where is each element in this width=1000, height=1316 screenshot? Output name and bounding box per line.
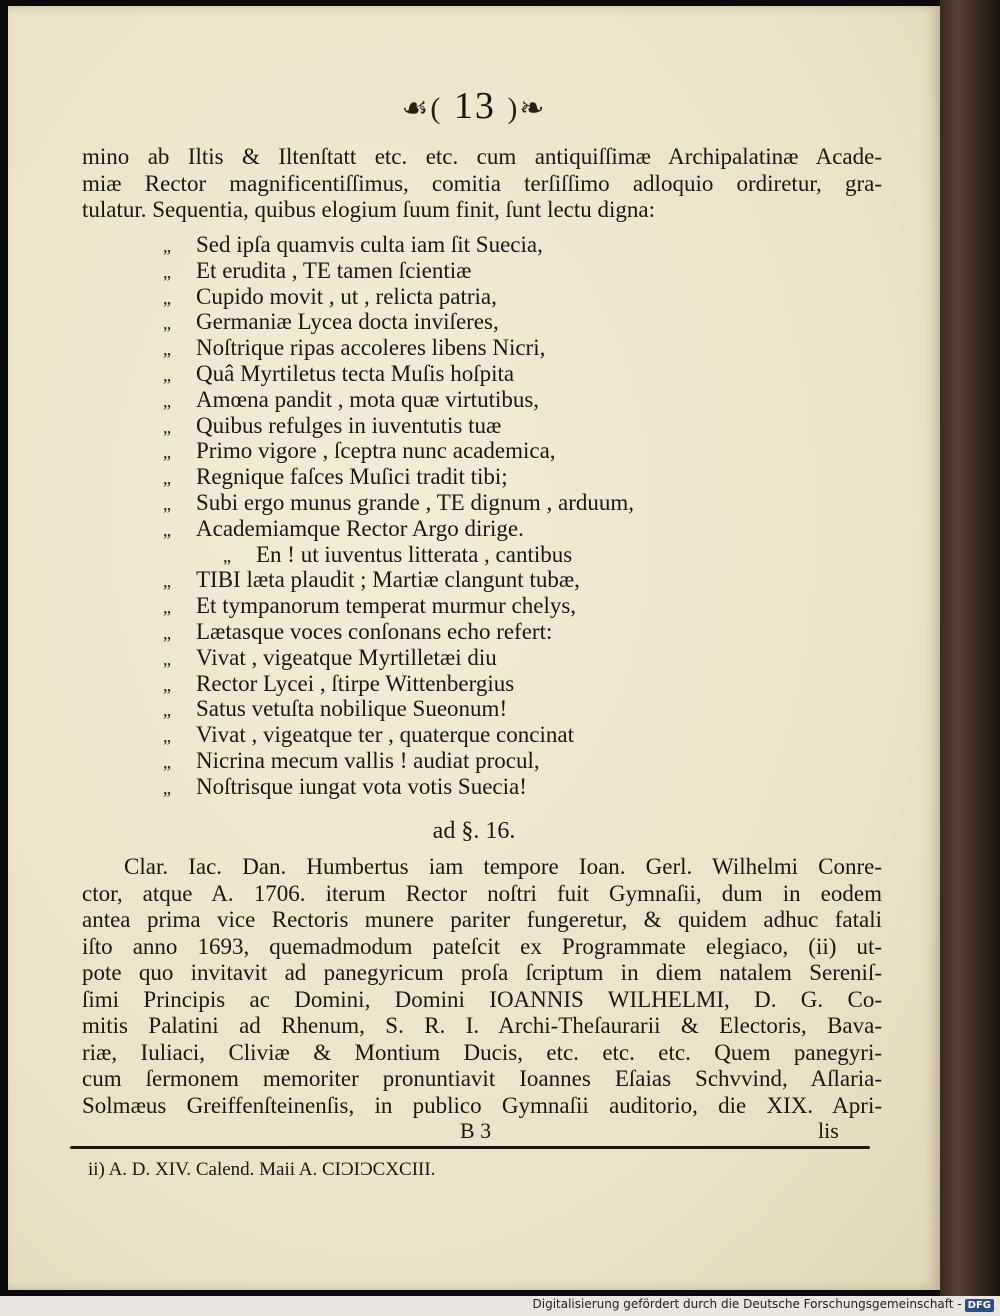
credit-text: Digitalisierung gefördert durch die Deutsche Forschungsgemeinschaft - bbox=[532, 1297, 962, 1311]
quote-mark: „ bbox=[163, 751, 171, 772]
intro-line: miæ Rector magnificentiſſimus, comitia terſiſſimo adloquio ordiretur, gra- bbox=[82, 170, 882, 196]
quote-mark: „ bbox=[163, 622, 171, 643]
signature-mark: B 3 bbox=[460, 1118, 492, 1143]
page-number: 13 bbox=[453, 85, 496, 127]
quote-mark: „ bbox=[163, 339, 171, 360]
para-line: mitis Palatini ad Rhenum, S. R. I. Archi-Theſaurarii & Electoris, Bava- bbox=[82, 1013, 882, 1038]
section-heading: ad §. 16. bbox=[432, 818, 516, 844]
poem-line: „ Regnique faſces Muſici tradit tibi; bbox=[163, 464, 863, 490]
poem-line: „ Sed ipſa quamvis culta iam ſit Suecia, bbox=[163, 232, 863, 258]
book-spine bbox=[940, 0, 1000, 1296]
poem-line: „ En ! ut iuventus litterata , cantibus bbox=[163, 542, 863, 568]
poem-line: „ Rector Lycei , ſtirpe Wittenbergius bbox=[163, 671, 863, 697]
para-line: riæ, Iuliaci, Cliviæ & Montium Ducis, etc. etc. etc. Quem panegyri- bbox=[82, 1039, 882, 1065]
poem-line: „ Nicrina mecum vallis ! audiat procul, bbox=[163, 748, 863, 774]
poem-line: „ TIBI læta plaudit ; Martiæ clangunt tubæ, bbox=[163, 567, 863, 593]
poem-line: „ Noſtrisque iungat vota votis Suecia! bbox=[163, 774, 863, 800]
quote-mark: „ bbox=[163, 390, 171, 411]
quote-mark: „ bbox=[223, 545, 231, 566]
poem-line: „ Noſtrique ripas accoleres libens Nicri, bbox=[163, 335, 863, 361]
para-line: ctor, atque A. 1706. iterum Rector noſtri fuit Gymnaſii, dum in eodem bbox=[82, 880, 882, 906]
page-header bbox=[8, 84, 940, 128]
quote-mark: „ bbox=[163, 493, 171, 514]
quote-mark: „ bbox=[163, 364, 171, 385]
quote-mark: „ bbox=[163, 726, 171, 747]
digitization-credit bbox=[533, 1297, 995, 1312]
poem-block bbox=[163, 232, 863, 800]
intro-line: mino ab Iltis & Iltenſtatt etc. etc. cum antiquiſſimæ Archipalatinæ Acade- bbox=[82, 144, 882, 169]
para-line: Clar. Iac. Dan. Humbertus iam tempore Ioan. Gerl. Wilhelmi Conre- bbox=[124, 854, 882, 879]
para-line: Solmæus Greiffenſteinenſis, in publico Gymnaſii auditorio, die XIX. Apri- bbox=[82, 1092, 882, 1118]
quote-mark: „ bbox=[163, 416, 171, 437]
para-line: cum ſermonem memoriter pronuntiavit Ioannes Eſaias Schvvind, Aſlaria- bbox=[82, 1066, 882, 1091]
poem-line: „ Primo vigore , ſceptra nunc academica, bbox=[163, 438, 863, 464]
quote-mark: „ bbox=[163, 442, 171, 463]
poem-line: „ Quâ Myrtiletus tecta Muſis hoſpita bbox=[163, 361, 863, 387]
poem-line: „ Amœna pandit , mota quæ virtutibus, bbox=[163, 387, 863, 413]
poem-line: „ Satus vetuſta nobilique Sueonum! bbox=[163, 696, 863, 722]
poem-line: „ Et tympanorum temperat murmur chelys, bbox=[163, 593, 863, 619]
poem-line: „ Quibus refulges in iuventutis tuæ bbox=[163, 413, 863, 439]
quote-mark: „ bbox=[163, 674, 171, 695]
quote-mark: „ bbox=[163, 519, 171, 540]
quote-mark: „ bbox=[163, 468, 171, 489]
poem-line: „ Lætasque voces conſonans echo refert: bbox=[163, 619, 863, 645]
quote-mark: „ bbox=[163, 236, 171, 256]
poem-line: „ Germaniæ Lycea docta inviſeres, bbox=[163, 309, 863, 335]
poem-line: „ Subi ergo munus grande , TE dignum , arduum, bbox=[163, 490, 863, 516]
intro-line: tulatur. Sequentia, quibus elogium ſuum finit, ſunt lectu digna: bbox=[82, 197, 656, 222]
body-paragraph bbox=[82, 854, 882, 1119]
footnote-rule bbox=[70, 1146, 870, 1149]
para-line: antea prima vice Rectoris munere pariter fungeretur, & quidem adhuc fatali bbox=[82, 907, 882, 932]
intro-paragraph bbox=[82, 144, 882, 224]
quote-mark: „ bbox=[163, 287, 171, 308]
quote-mark: „ bbox=[163, 597, 171, 618]
poem-line: „ Et erudita , TE tamen ſcientiæ bbox=[163, 258, 863, 284]
quote-mark: „ bbox=[163, 313, 171, 334]
dfg-logo: DFG bbox=[965, 1299, 994, 1312]
left-ornament: ☙( bbox=[401, 92, 443, 125]
book-page bbox=[8, 6, 940, 1290]
quote-mark: „ bbox=[163, 571, 171, 592]
quote-mark: „ bbox=[163, 700, 171, 721]
catchword: lis bbox=[818, 1118, 839, 1143]
poem-line: „ Cupido movit , ut , relicta patria, bbox=[163, 284, 863, 310]
right-ornament: )❧ bbox=[507, 92, 547, 125]
quote-mark: „ bbox=[163, 261, 171, 282]
poem-line: „ Academiamque Rector Argo dirige. bbox=[163, 516, 863, 542]
footnote: ii) A. D. XIV. Calend. Maii A. CIƆIƆCXCIII. bbox=[88, 1159, 436, 1180]
poem-line: „ Vivat , vigeatque Myrtilletæi diu bbox=[163, 645, 863, 671]
para-line: pote quo invitavit ad panegyricum proſa ſcriptum in diem natalem Sereniſ- bbox=[82, 960, 882, 985]
quote-mark: „ bbox=[163, 777, 171, 798]
poem-line: „ Vivat , vigeatque ter , quaterque concinat bbox=[163, 722, 863, 748]
para-line: ſimi Principis ac Domini, Domini IOANNIS WILHELMI, D. G. Co- bbox=[82, 986, 882, 1012]
para-line: iſto anno 1693, quemadmodum pateſcit ex Programmate elegiaco, (ii) ut- bbox=[82, 933, 882, 959]
quote-mark: „ bbox=[163, 648, 171, 669]
